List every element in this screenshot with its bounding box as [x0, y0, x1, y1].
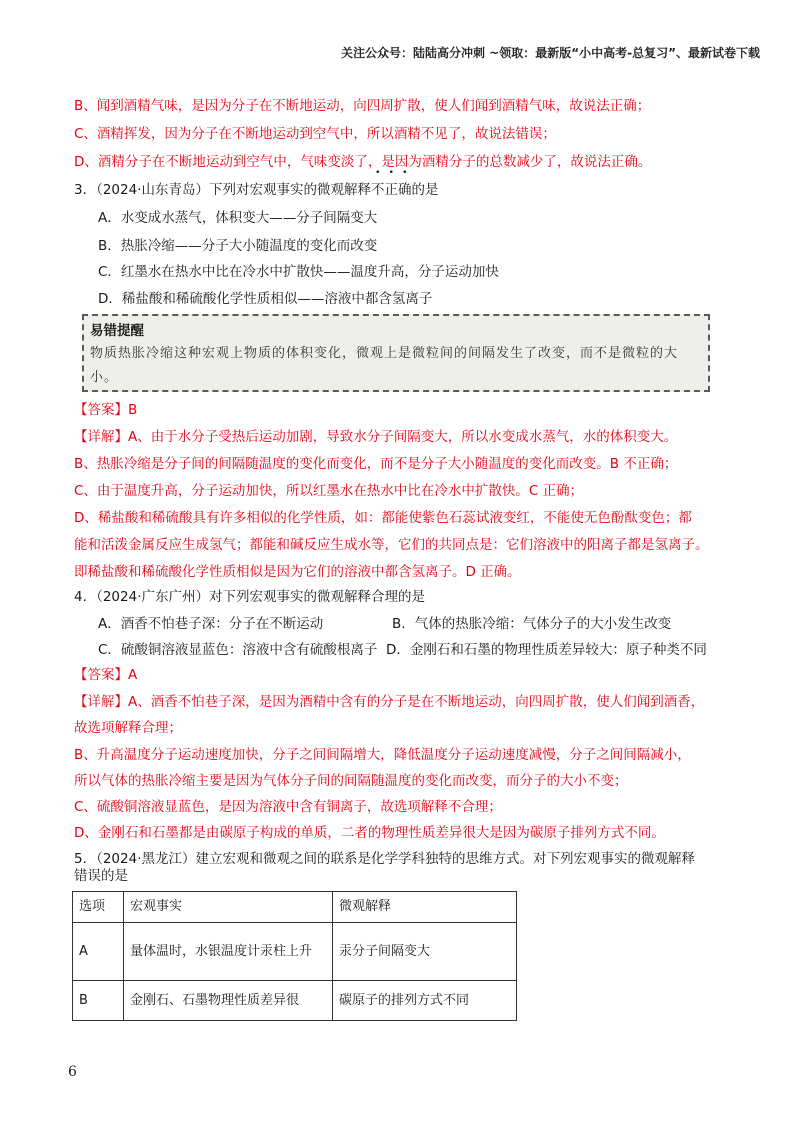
- q3-option-b: B．热胀冷缩——分子大小随温度的变化而改变: [98, 238, 378, 254]
- prev-option-d-explanation: D、酒精分子在不断地运动到空气中，气味变淡了，是因为酒精分子的总数减少了，故说法正确。: [74, 154, 652, 170]
- q5-table: [72, 891, 517, 1021]
- q4-detail-line-5: C、硫酸铜溶液显蓝色，是因为溶液中含有铜离子，故选项解释不合理；: [74, 799, 502, 815]
- q3-detail-line-2: B、热胀冷缩是分子间的间隔随温度的变化而变化，而不是分子大小随温度的变化而改变。B 不正确；: [74, 456, 678, 472]
- q3-option-d: D．稀盐酸和稀硫酸化学性质相似——溶液中都含氢离子: [98, 291, 433, 307]
- prev-option-b-explanation: B、闻到酒精气味，是因为分子在不断地运动，向四周扩散，使人们闻到酒精气味，故说法正确；: [74, 98, 651, 114]
- q3-detail-line-6: 即稀盐酸和稀硫酸化学性质相似是因为它们的溶液中都含氢离子。D 正确。: [74, 564, 521, 580]
- table-header-row: [73, 892, 517, 923]
- table-header-cell: 选项: [73, 892, 124, 923]
- table-row: [73, 981, 517, 1021]
- q3-emphasis-char-1: 不: [371, 182, 385, 198]
- q3-detail-line-3: C、由于温度升高，分子运动加快，所以红墨水在热水中比在冷水中扩散快。C 正确；: [74, 483, 584, 499]
- q3-detail-line-1: 【详解】A、由于水分子受热后运动加剧，导致水分子间隔变大，所以水变成水蒸气，水的体积变大。: [74, 429, 678, 445]
- q4-detail-line-2: 故选项解释合理；: [74, 720, 182, 736]
- q4-detail-line-4: 所以气体的热胀冷缩主要是因为气体分子间的间隔随温度的变化而改变，而分子的大小不变；: [74, 773, 628, 789]
- q3-emphasis-char-2: 正: [384, 182, 398, 198]
- q4-detail-line-1: 【详解】A、酒香不怕巷子深，是因为酒精中含有的分子是在不断地运动，向四周扩散，使人们闻到酒香，: [74, 694, 705, 710]
- table-cell: 汞分子间隔变大: [333, 923, 517, 981]
- table-header-cell: 微观解释: [333, 892, 517, 923]
- q3-option-a: A．水变成水蒸气，体积变大——分子间隔变大: [98, 210, 378, 226]
- q4-option-a: A．酒香不怕巷子深：分子在不断运动: [98, 616, 324, 632]
- q4-detail-line-3: B、升高温度分子运动速度加快，分子之间间隔增大，降低温度分子运动速度减慢，分子之间间隔减小，: [74, 747, 691, 763]
- error-tip-body: 物质热胀冷缩这种宏观上物质的体积变化，微观上是微粒间的间隔发生了改变，而不是微粒的大小。: [90, 346, 679, 385]
- q3-stem: [74, 180, 439, 200]
- prev-option-c-explanation: C、酒精挥发，因为分子在不断地运动到空气中，所以酒精不见了，故说法错误；: [74, 126, 556, 142]
- error-tip-box: [82, 314, 710, 392]
- q4-stem: 4．（2024·广东广州）对下列宏观事实的微观解释合理的是: [74, 589, 425, 605]
- page-header: 关注公众号：陆陆高分冲刺 ~领取：最新版“小中高考-总复习”、最新试卷下载: [341, 46, 760, 60]
- table-row: [73, 923, 517, 981]
- q3-stem-post: 的是: [411, 182, 439, 198]
- q4-option-c: C．硫酸铜溶液显蓝色：溶液中含有硫酸根离子: [98, 642, 378, 658]
- page-number: 6: [68, 1064, 77, 1080]
- q4-option-d: D．金刚石和石墨的物理性质差异较大：原子种类不同: [386, 642, 707, 658]
- table-header-cell: 宏观事实: [124, 892, 333, 923]
- q3-detail-line-4: D、稀盐酸和稀硫酸具有许多相似的化学性质，如：都能使紫色石蕊试液变红，不能使无色酚酞变色；都: [74, 510, 692, 526]
- table-cell: 金刚石、石墨物理性质差异很: [124, 981, 333, 1021]
- q4-option-b: B．气体的热胀冷缩：气体分子的大小发生改变: [392, 616, 672, 632]
- table-cell: A: [73, 923, 124, 981]
- q5-stem-line-2: 错误的是: [74, 868, 128, 884]
- table-cell: 量体温时，水银温度计汞柱上升: [124, 923, 333, 981]
- q3-option-c: C．红墨水在热水中比在冷水中扩散快——温度升高，分子运动加快: [98, 264, 499, 280]
- q4-answer: 【答案】A: [74, 667, 138, 683]
- q3-detail-line-5: 能和活泼金属反应生成氢气；都能和碱反应生成水等，它们的共同点是：它们溶液中的阳离子都是氢离子。: [74, 537, 709, 553]
- q3-stem-pre: 3．（2024·山东青岛）下列对宏观事实的微观解释: [74, 182, 371, 198]
- table-cell: 碳原子的排列方式不同: [333, 981, 517, 1021]
- q5-stem-line-1: 5．（2024·黑龙江）建立宏观和微观之间的联系是化学学科独特的思维方式。对下列宏观事实的微观解释: [74, 851, 695, 867]
- q3-answer: 【答案】B: [74, 402, 138, 418]
- q3-emphasis-char-3: 确: [398, 182, 412, 198]
- error-tip-title: 易错提醒: [90, 323, 144, 339]
- table-cell: B: [73, 981, 124, 1021]
- q4-detail-line-6: D、金刚石和石墨都是由碳原子构成的单质，二者的物理性质差异很大是因为碳原子排列方式不同。: [74, 825, 665, 841]
